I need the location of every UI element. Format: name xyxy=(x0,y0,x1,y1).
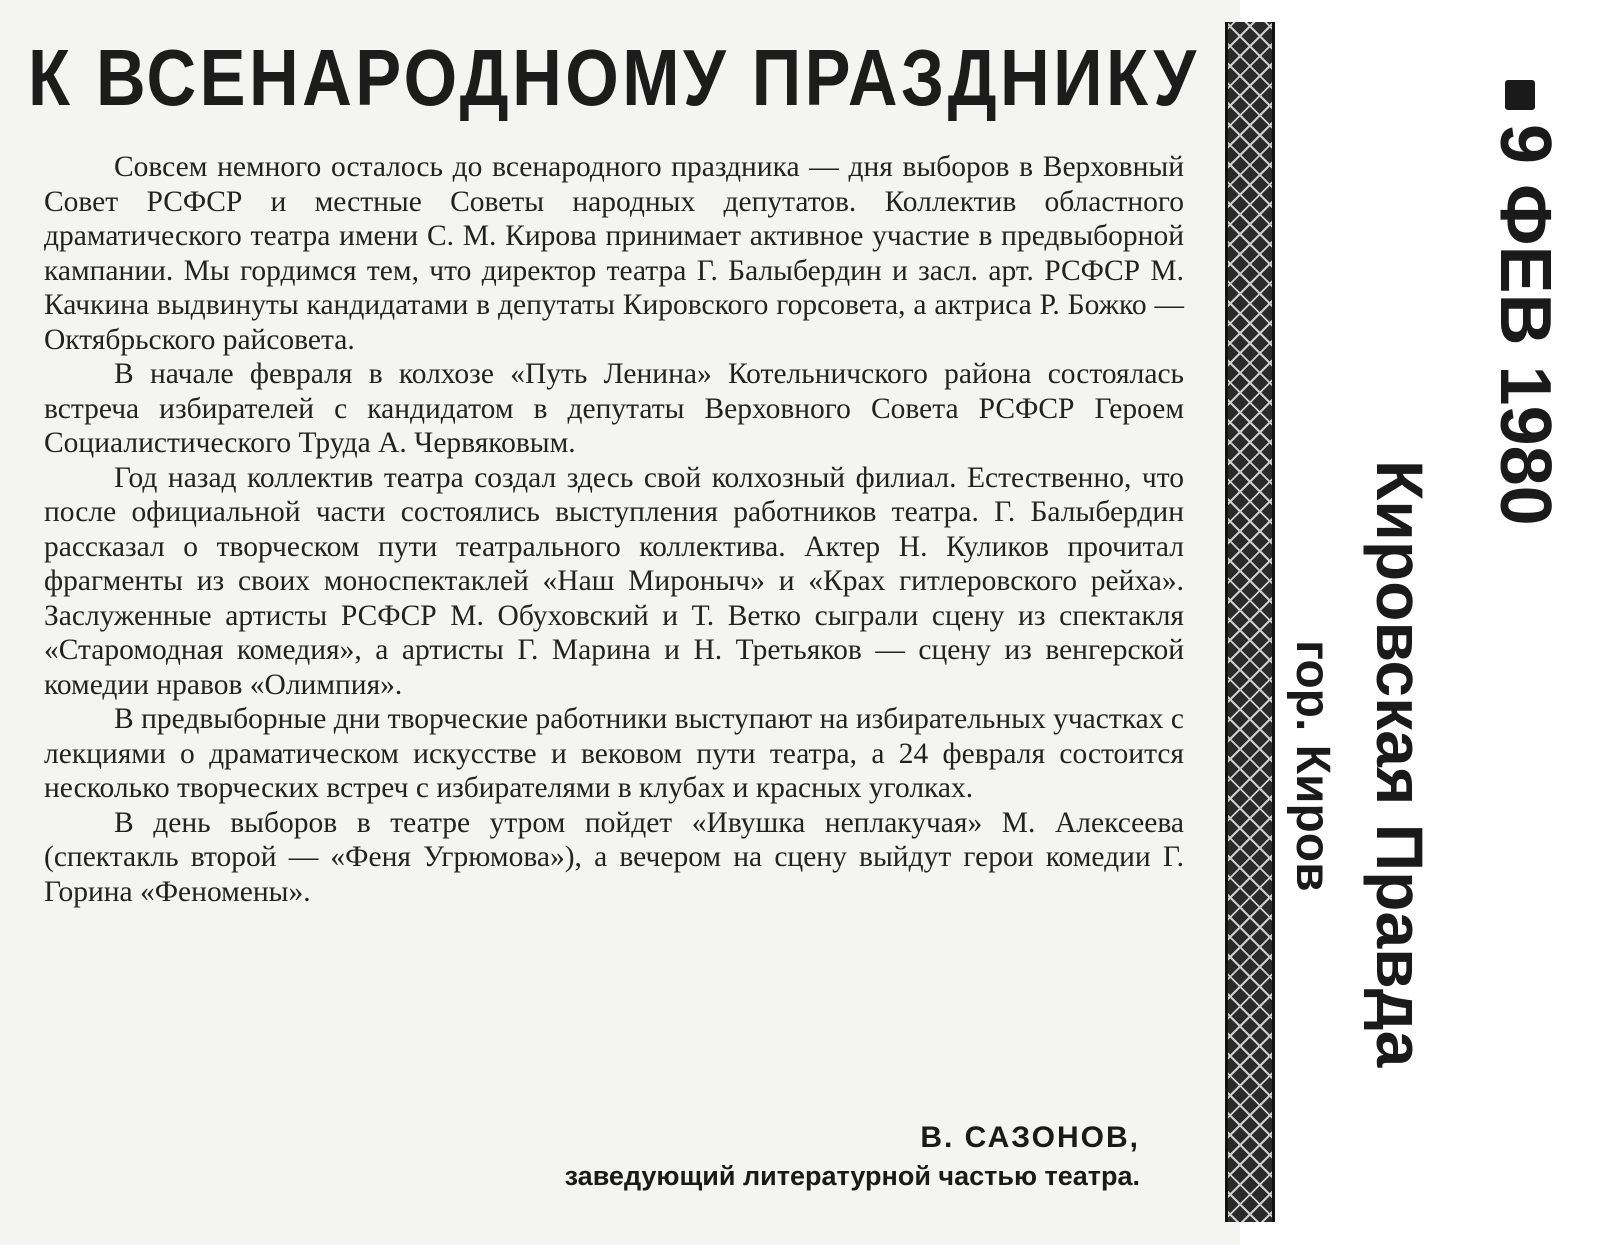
newspaper-name-stamp: Кировская Правда xyxy=(1363,460,1437,1068)
decorative-border xyxy=(1225,22,1275,1222)
article-body xyxy=(44,150,1184,909)
author-signature xyxy=(400,1118,1140,1194)
stamp-mark-icon xyxy=(1505,80,1535,110)
stamp-date: 9 ФЕВ 1980 xyxy=(1485,124,1565,526)
article-paragraph: В предвыборные дни творческие работники выступают на избирательных участках с лекциями о драматическом искусстве и вековом пути театра, а 24 февраля состоится несколько творческих встреч с избирателями в клубах и красных уголках. xyxy=(44,703,1184,804)
date-stamp xyxy=(1450,80,1580,526)
article-paragraph: В день выборов в театре утром пойдет «Ивушка неплакучая» М. Алексеева (спектакль второй — «Феня Угрюмова»), а вечером на сцену выйдут герои комедии Г. Горина «Феномены». xyxy=(44,806,1184,908)
article-paragraph: В начале февраля в колхозе «Путь Ленина» Котельничского района состоялась встреча избирателей с кандидатом в депутаты Верховного Совета РСФСР Героем Социалистического Труда А. Червяковым. xyxy=(44,358,1184,459)
city-stamp: гор. Киров xyxy=(1286,640,1339,892)
author-title: заведующий литературной частью театра. xyxy=(564,1161,1140,1191)
article-paragraph: Совсем немного осталось до всенародного праздника — дня выборов в Верховный Совет РСФСР и местные Советы народных депутатов. Коллектив областного драматического театра имени С. М. Кирова принимает активное участие в предвыборной кампании. Мы гордимся тем, что директор театра Г. Балыбердин и засл. арт. РСФСР М. Качкина выдвинуты кандидатами в депутаты Кировского горсовета, а актриса Р. Божко — Октябрьского райсовета. xyxy=(44,151,1184,356)
article-headline: К ВСЕНАРОДНОМУ ПРАЗДНИКУ xyxy=(28,33,1200,122)
article-paragraph: Год назад коллектив театра создал здесь свой колхозный филиал. Естественно, что после официальной части состоялись выступления работников театра. Г. Балыбердин рассказал о творческом пути театрального коллектива. Актер Н. Куликов прочитал фрагменты из своих моноспектаклей «Наш Мироныч» и «Крах гитлеровского рейха». Заслуженные артисты РСФСР М. Обуховский и Т. Ветко сыграли сцену из спектакля «Старомодная комедия», а артисты Г. Марина и Н. Третьяков — сцену из венгерской комедии нравов «Олимпия». xyxy=(44,461,1184,701)
author-name: В. САЗОНОВ, xyxy=(920,1121,1140,1154)
